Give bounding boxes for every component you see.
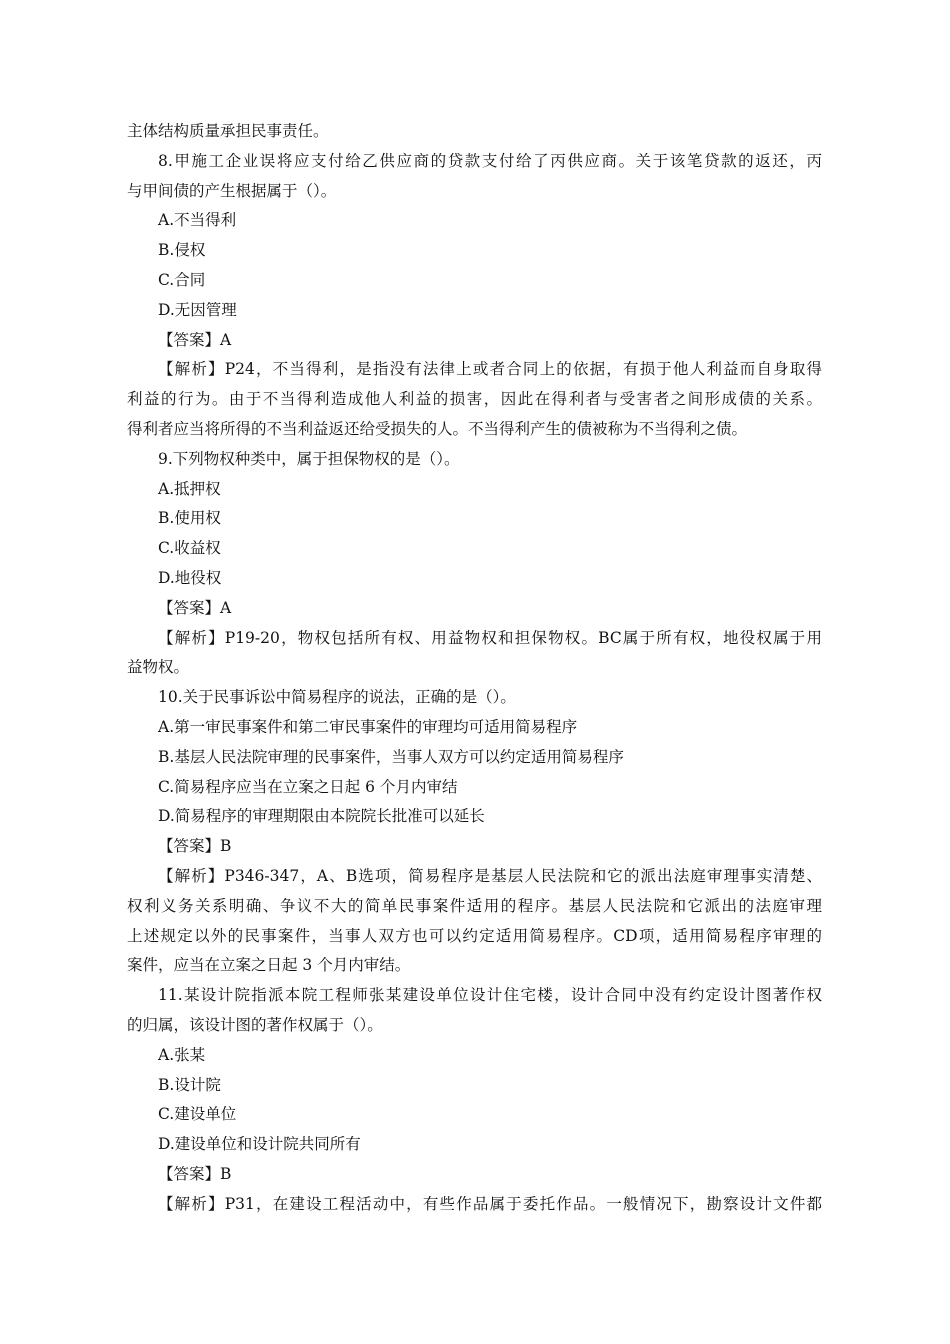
- text-line: 益物权。: [127, 658, 190, 677]
- text-line: 【答案】B: [158, 837, 232, 856]
- text-line: D.简易程序的审理期限由本院院长批准可以延长: [158, 807, 485, 826]
- text-line: C.收益权: [158, 539, 221, 558]
- text-line: 11.某设计院指派本院工程师张某建设单位设计住宅楼，设计合同中没有约定设计图著作权: [158, 986, 822, 1005]
- text-line: A.张某: [158, 1045, 206, 1064]
- text-line: B.侵权: [158, 241, 206, 260]
- text-line: D.建设单位和设计院共同所有: [158, 1135, 361, 1154]
- text-line: 【答案】A: [158, 598, 232, 617]
- text-line: C.简易程序应当在立案之日起 6 个月内审结: [158, 777, 458, 796]
- text-line: C.建设单位: [158, 1105, 237, 1124]
- text-line: A.抵押权: [158, 479, 221, 498]
- text-line: 权利义务关系明确、争议不大的简单民事案件适用的程序。基层人民法院和它派出的法庭审理: [127, 896, 822, 915]
- text-line: 8.甲施工企业误将应支付给乙供应商的贷款支付给了丙供应商。关于该笔贷款的返还，丙: [158, 151, 822, 170]
- text-line: 与甲间债的产生根据属于（）。: [127, 181, 337, 200]
- text-line: 【答案】B: [158, 1164, 232, 1183]
- text-line: A.不当得利: [158, 211, 237, 230]
- text-line: D.地役权: [158, 568, 222, 587]
- text-line: 得利者应当将所得的不当利益返还给受损失的人。不当得利产生的债被称为不当得利之债。: [127, 419, 748, 438]
- text-line: 【解析】P31，在建设工程活动中，有些作品属于委托作品。一般情况下，勘察设计文件都: [158, 1194, 822, 1213]
- text-line: B.基层人民法院审理的民事案件，当事人双方可以约定适用简易程序: [158, 747, 624, 766]
- text-line: 【解析】P346-347，A、B选项，简易程序是基层人民法院和它的派出法庭审理事实清楚、: [158, 866, 822, 885]
- text-line: 10.关于民事诉讼中简易程序的说法，正确的是（）。: [158, 688, 516, 707]
- text-line: B.设计院: [158, 1075, 221, 1094]
- text-line: 9.下列物权种类中，属于担保物权的是（）。: [158, 449, 460, 468]
- text-line: B.使用权: [158, 509, 221, 528]
- text-line: 利益的行为。由于不当得利造成他人利益的损害，因此在得利者与受害者之间形成债的关系。: [127, 390, 822, 409]
- text-line: 主体结构质量承担民事责任。: [127, 122, 329, 140]
- text-line: 案件，应当在立案之日起 3 个月内审结。: [127, 956, 411, 975]
- text-line: 【答案】A: [158, 330, 232, 349]
- document-body: [127, 117, 822, 1219]
- text-line: 【解析】P19-20，物权包括所有权、用益物权和担保物权。BC属于所有权，地役权属于用: [158, 628, 822, 647]
- text-line: C.合同: [158, 270, 206, 289]
- text-line: D.无因管理: [158, 300, 237, 319]
- text-line: 的归属，该设计图的著作权属于（）。: [127, 1015, 383, 1034]
- text-line: 【解析】P24，不当得利，是指没有法律上或者合同上的依据，有损于他人利益而自身取得: [158, 360, 822, 379]
- text-line: 上述规定以外的民事案件，当事人双方也可以约定适用简易程序。CD项，适用简易程序审理的: [127, 926, 822, 945]
- text-line: A.第一审民事案件和第二审民事案件的审理均可适用简易程序: [158, 717, 578, 736]
